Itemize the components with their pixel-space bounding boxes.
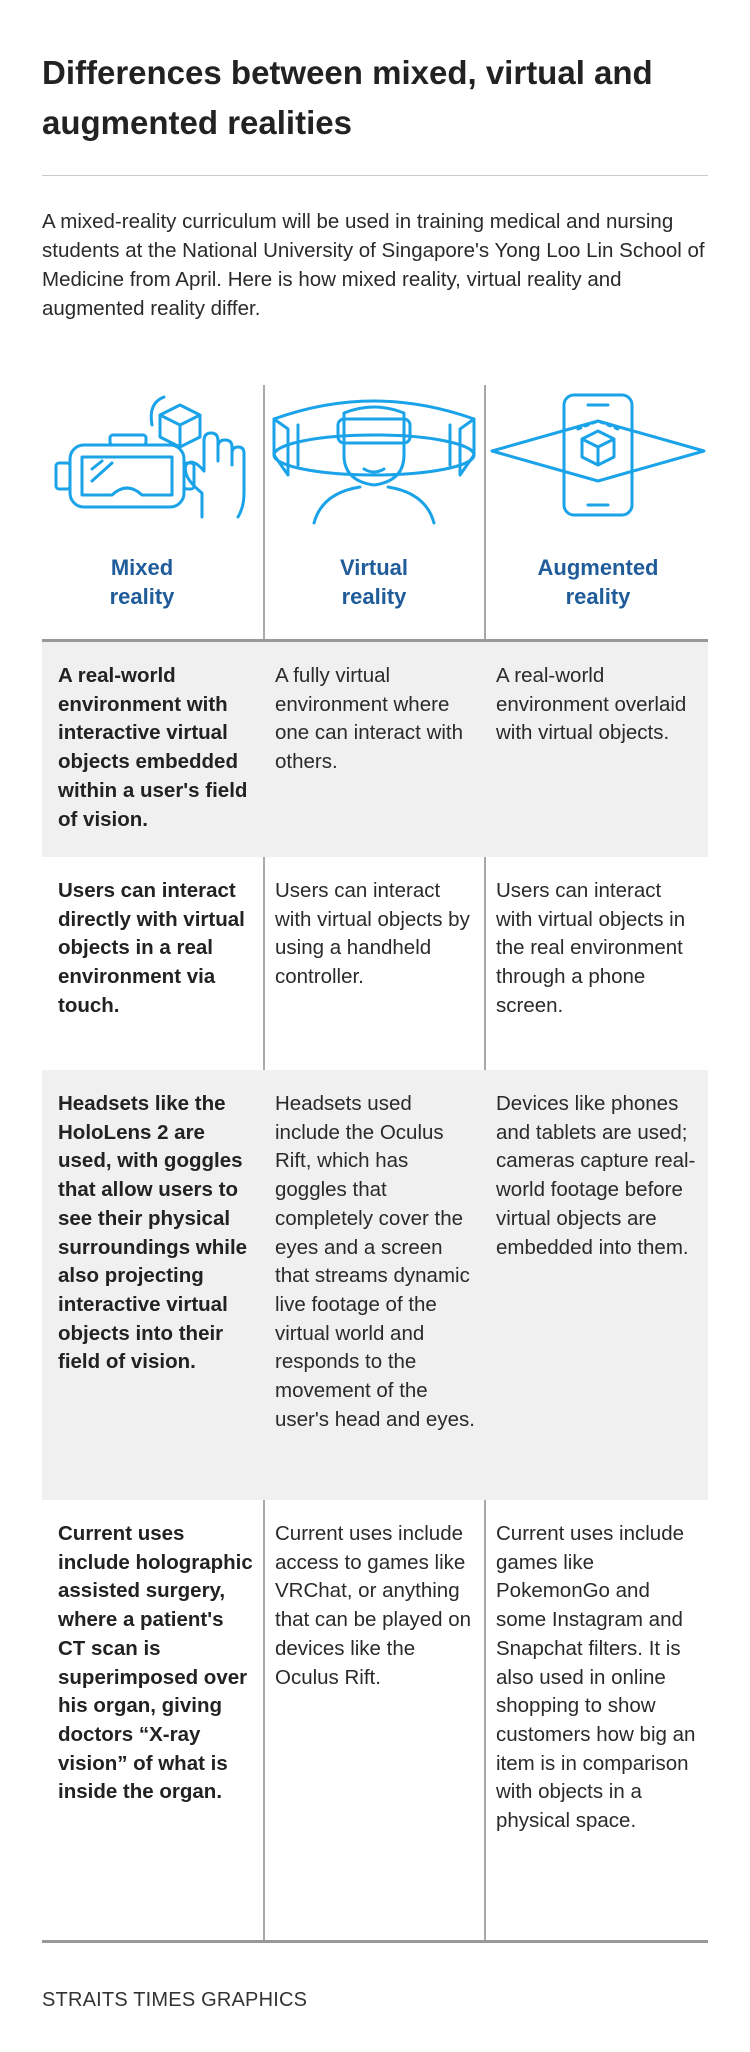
phone-cube-icon bbox=[488, 385, 708, 525]
cell-mixed: A real-world environment with interactive virtual objects embedded within a user's field of vision. bbox=[58, 664, 248, 831]
cell-mixed: Headsets like the HoloLens 2 are used, with goggles that allow users to see their physical surroundings while also projecting interactive virtual objects into their field of vision. bbox=[58, 1092, 248, 1374]
column-label-line: Augmented bbox=[537, 555, 659, 580]
cell-mixed: Users can interact directly with virtual objects in a real environment via touch. bbox=[58, 879, 245, 1017]
table-row bbox=[42, 642, 708, 857]
cell-virtual: Headsets used include the Oculus Rift, which has goggles that completely cover the eyes and a screen that streams dynamic live footage of the virtual world and responds to the movement of the user's head and eyes. bbox=[275, 1092, 475, 1431]
title-divider bbox=[42, 175, 708, 176]
page-title: Differences between mixed, virtual and augmented realities bbox=[42, 54, 653, 141]
table-bottom-divider bbox=[42, 1940, 708, 1943]
column-label-virtual bbox=[268, 553, 480, 611]
table-row bbox=[42, 1500, 708, 1940]
intro-text: A mixed-reality curriculum will be used in training medical and nursing students at the National University of Singapore's Yong Loo Lin School of Medicine from April. Here is how mixed reality, virtual reality and augmented reality differ. bbox=[42, 210, 705, 320]
vr-person-icon bbox=[268, 385, 480, 525]
column-label-line: Mixed bbox=[110, 555, 174, 580]
cell-virtual: Current uses include access to games like VRChat, or anything that can be played on devices like the Oculus Rift. bbox=[275, 1522, 472, 1689]
column-label-line: reality bbox=[109, 584, 175, 609]
column-label-mixed bbox=[42, 553, 242, 611]
column-label-augmented bbox=[488, 553, 708, 611]
cell-augmented: Users can interact with virtual objects in the real environment through a phone screen. bbox=[496, 879, 686, 1017]
cell-mixed: Current uses include holographic assisted surgery, where a patient's CT scan is superimposed over his organ, giving doctors “X-ray vision” of what is inside the organ. bbox=[58, 1522, 253, 1804]
table-row bbox=[42, 1070, 708, 1500]
cell-virtual: Users can interact with virtual objects by using a handheld controller. bbox=[275, 879, 470, 989]
cell-virtual: A fully virtual environment where one can interact with others. bbox=[275, 664, 464, 774]
column-header-mixed bbox=[42, 385, 242, 639]
credit-text: STRAITS TIMES GRAPHICS bbox=[42, 1989, 308, 2011]
cell-augmented: A real-world environment overlaid with virtual objects. bbox=[496, 664, 687, 745]
column-label-line: reality bbox=[565, 584, 631, 609]
column-label-line: reality bbox=[341, 584, 407, 609]
column-header-virtual bbox=[268, 385, 480, 639]
headset-hand-cube-icon bbox=[42, 385, 262, 525]
column-header-augmented bbox=[488, 385, 708, 639]
cell-augmented: Current uses include games like PokemonGo and some Instagram and Snapchat filters. It is also used in online shopping to show customers how big an item is in comparison with objects in a physical space. bbox=[496, 1522, 696, 1833]
cell-augmented: Devices like phones and tablets are used; cameras capture real-world footage before virtual objects are embedded into them. bbox=[496, 1092, 696, 1259]
table-row bbox=[42, 857, 708, 1070]
column-label-line: Virtual bbox=[339, 555, 409, 580]
